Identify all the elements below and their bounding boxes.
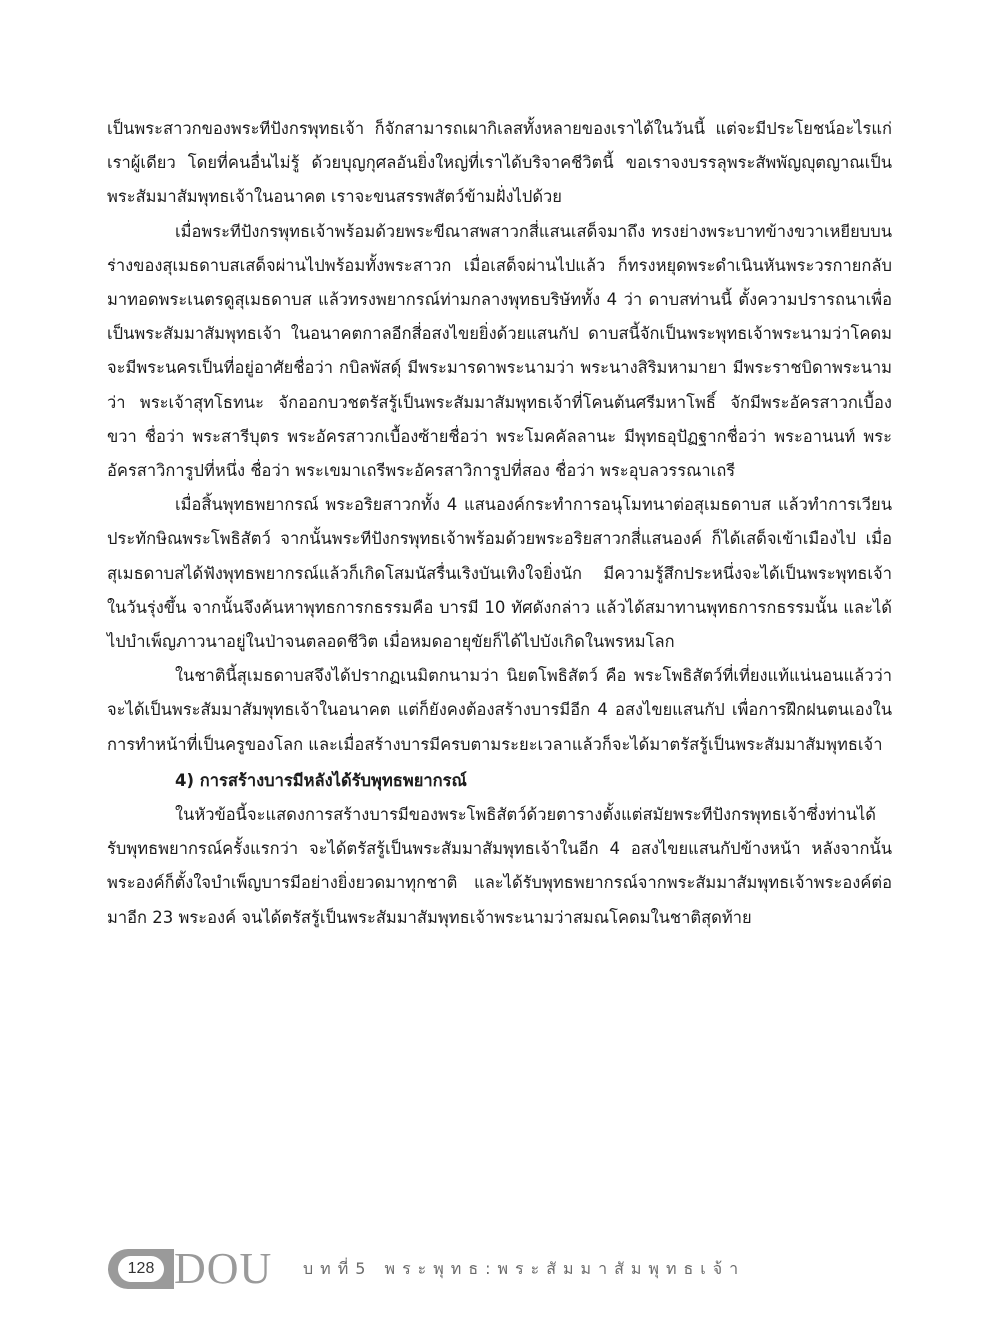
body-paragraph-4: ในชาตินี้สุเมธดาบสจึงได้ปรากฏเนมิตกนามว่า นิยตโพธิสัตว์ คือ พระโพธิสัตว์ที่เที่ยงแท้แน่นอนแล้วว่า จะได้เป็นพระสัมมาสัมพุทธเจ้าในอนาคต แต่ก็ยังคงต้องสร้างบารมีอีก 4 อสงไขยแสนกัป เพื่อการฝึกฝนตนเองในการทำหน้าที่เป็นครูของโลก และเมื่อสร้างบารมีครบตามระยะเวลาแล้วก็จะได้มาตรัสรู้เป็นพระสัมมาสัมพุทธเจ้า bbox=[107, 666, 892, 754]
brand-logo: DOU bbox=[174, 1244, 273, 1293]
section-paragraph: ในหัวข้อนี้จะแสดงการสร้างบารมีของพระโพธิสัตว์ด้วยตารางตั้งแต่สมัยพระทีปังกรพุทธเจ้าซึ่งท่านได้รับพุทธพยากรณ์ครั้งแรกว่า จะได้ตรัสรู้เป็นพระสัมมาสัมพุทธเจ้าในอีก 4 อสงไขยแสนกัปข้างหน้า หลังจากนั้นพระองค์ก็ตั้งใจบำเพ็ญบารมีอย่างยิ่งยวดมาทุกชาติ และได้รับพุทธพยากรณ์จากพระสัมมาสัมพุทธเจ้าพระองค์ต่อมาอีก 23 พระองค์ จนได้ตรัสรู้เป็นพระสัมมาสัมพุทธเจ้าพระนามว่าสมณโคดมในชาติสุดท้าย bbox=[107, 805, 892, 927]
chapter-title: บทที่5 พระพุทธ:พระสัมมาสัมพุทธเจ้า bbox=[303, 1259, 746, 1278]
page-body bbox=[107, 112, 892, 935]
body-paragraph-2: เมื่อพระทีปังกรพุทธเจ้าพร้อมด้วยพระขีณาสพสาวกสี่แสนเสด็จมาถึง ทรงย่างพระบาทข้างขวาเหยียบบนร่างของสุเมธดาบสเสด็จผ่านไปพร้อมทั้งพระสาวก เมื่อเสด็จผ่านไปแล้ว ก็ทรงหยุดพระดำเนินหันพระวรกายกลับมาทอดพระเนตรดูสุเมธดาบส แล้วทรงพยากรณ์ท่ามกลางพุทธบริษัททั้ง 4 ว่า ดาบสท่านนี้ ตั้งความปรารถนาเพื่อเป็นพระสัมมาสัมพุทธเจ้า ในอนาคตกาลอีกสี่อสงไขยยิ่งด้วยแสนกัป ดาบสนี้จักเป็นพระพุทธเจ้าพระนามว่าโคดม จะมีพระนครเป็นที่อยู่อาศัยชื่อว่า กบิลพัสดุ์ มีพระมารดาพระนามว่า พระนางสิริมหามายา มีพระราชบิดาพระนามว่า พระเจ้าสุทโธทนะ จักออกบวชตรัสรู้เป็นพระสัมมาสัมพุทธเจ้าที่โคนต้นศรีมหาโพธิ์ จักมีพระอัครสาวกเบื้องขวา ชื่อว่า พระสารีบุตร พระอัครสาวกเบื้องซ้ายชื่อว่า พระโมคคัลลานะ มีพุทธอุปัฏฐากชื่อว่า พระอานนท์ พระอัครสาวิการูปที่หนึ่ง ชื่อว่า พระเขมาเถรีพระอัครสาวิการูปที่สอง ชื่อว่า พระอุบลวรรณาเถรี bbox=[107, 221, 892, 481]
page-number-badge bbox=[108, 1249, 174, 1289]
body-paragraph-1: เป็นพระสาวกของพระทีปังกรพุทธเจ้า ก็จักสามารถเผากิเลสทั้งหลายของเราได้ในวันนี้ แต่จะมีประโยชน์อะไรแก่เราผู้เดียว โดยที่คนอื่นไม่รู้ ด้วยบุญกุศลอันยิ่งใหญ่ที่เราได้บริจาคชีวิตนี้ ขอเราจงบรรลุพระสัพพัญญุตญาณเป็นพระสัมมาสัมพุทธเจ้าในอนาคต เราจะขนสรรพสัตว์ข้ามฝั่งไปด้วย bbox=[107, 119, 892, 207]
section-heading: 4) การสร้างบารมีหลังได้รับพุทธพยากรณ์ bbox=[175, 770, 467, 790]
page-number: 128 bbox=[118, 1256, 164, 1282]
page-footer bbox=[108, 1245, 888, 1293]
body-paragraph-3: เมื่อสิ้นพุทธพยากรณ์ พระอริยสาวกทั้ง 4 แสนองค์กระทำการอนุโมทนาต่อสุเมธดาบส แล้วทำการเวียนประทักษิณพระโพธิสัตว์ จากนั้นพระทีปังกรพุทธเจ้าพร้อมด้วยพระอริยสาวกสี่แสนองค์ ก็ได้เสด็จเข้าเมืองไป เมื่อสุเมธดาบสได้ฟังพุทธพยากรณ์แล้วก็เกิดโสมนัสรื่นเริงบันเทิงใจยิ่งนัก มีความรู้สึกประหนึ่งจะได้เป็นพระพุทธเจ้าในวันรุ่งขึ้น จากนั้นจึงค้นหาพุทธการกธรรมคือ บารมี 10 ทัศดังกล่าว แล้วได้สมาทานพุทธการกธรรมนั้น และได้ไปบำเพ็ญภาวนาอยู่ในป่าจนตลอดชีวิต เมื่อหมดอายุขัยก็ได้ไปบังเกิดในพรหมโลก bbox=[107, 495, 892, 652]
